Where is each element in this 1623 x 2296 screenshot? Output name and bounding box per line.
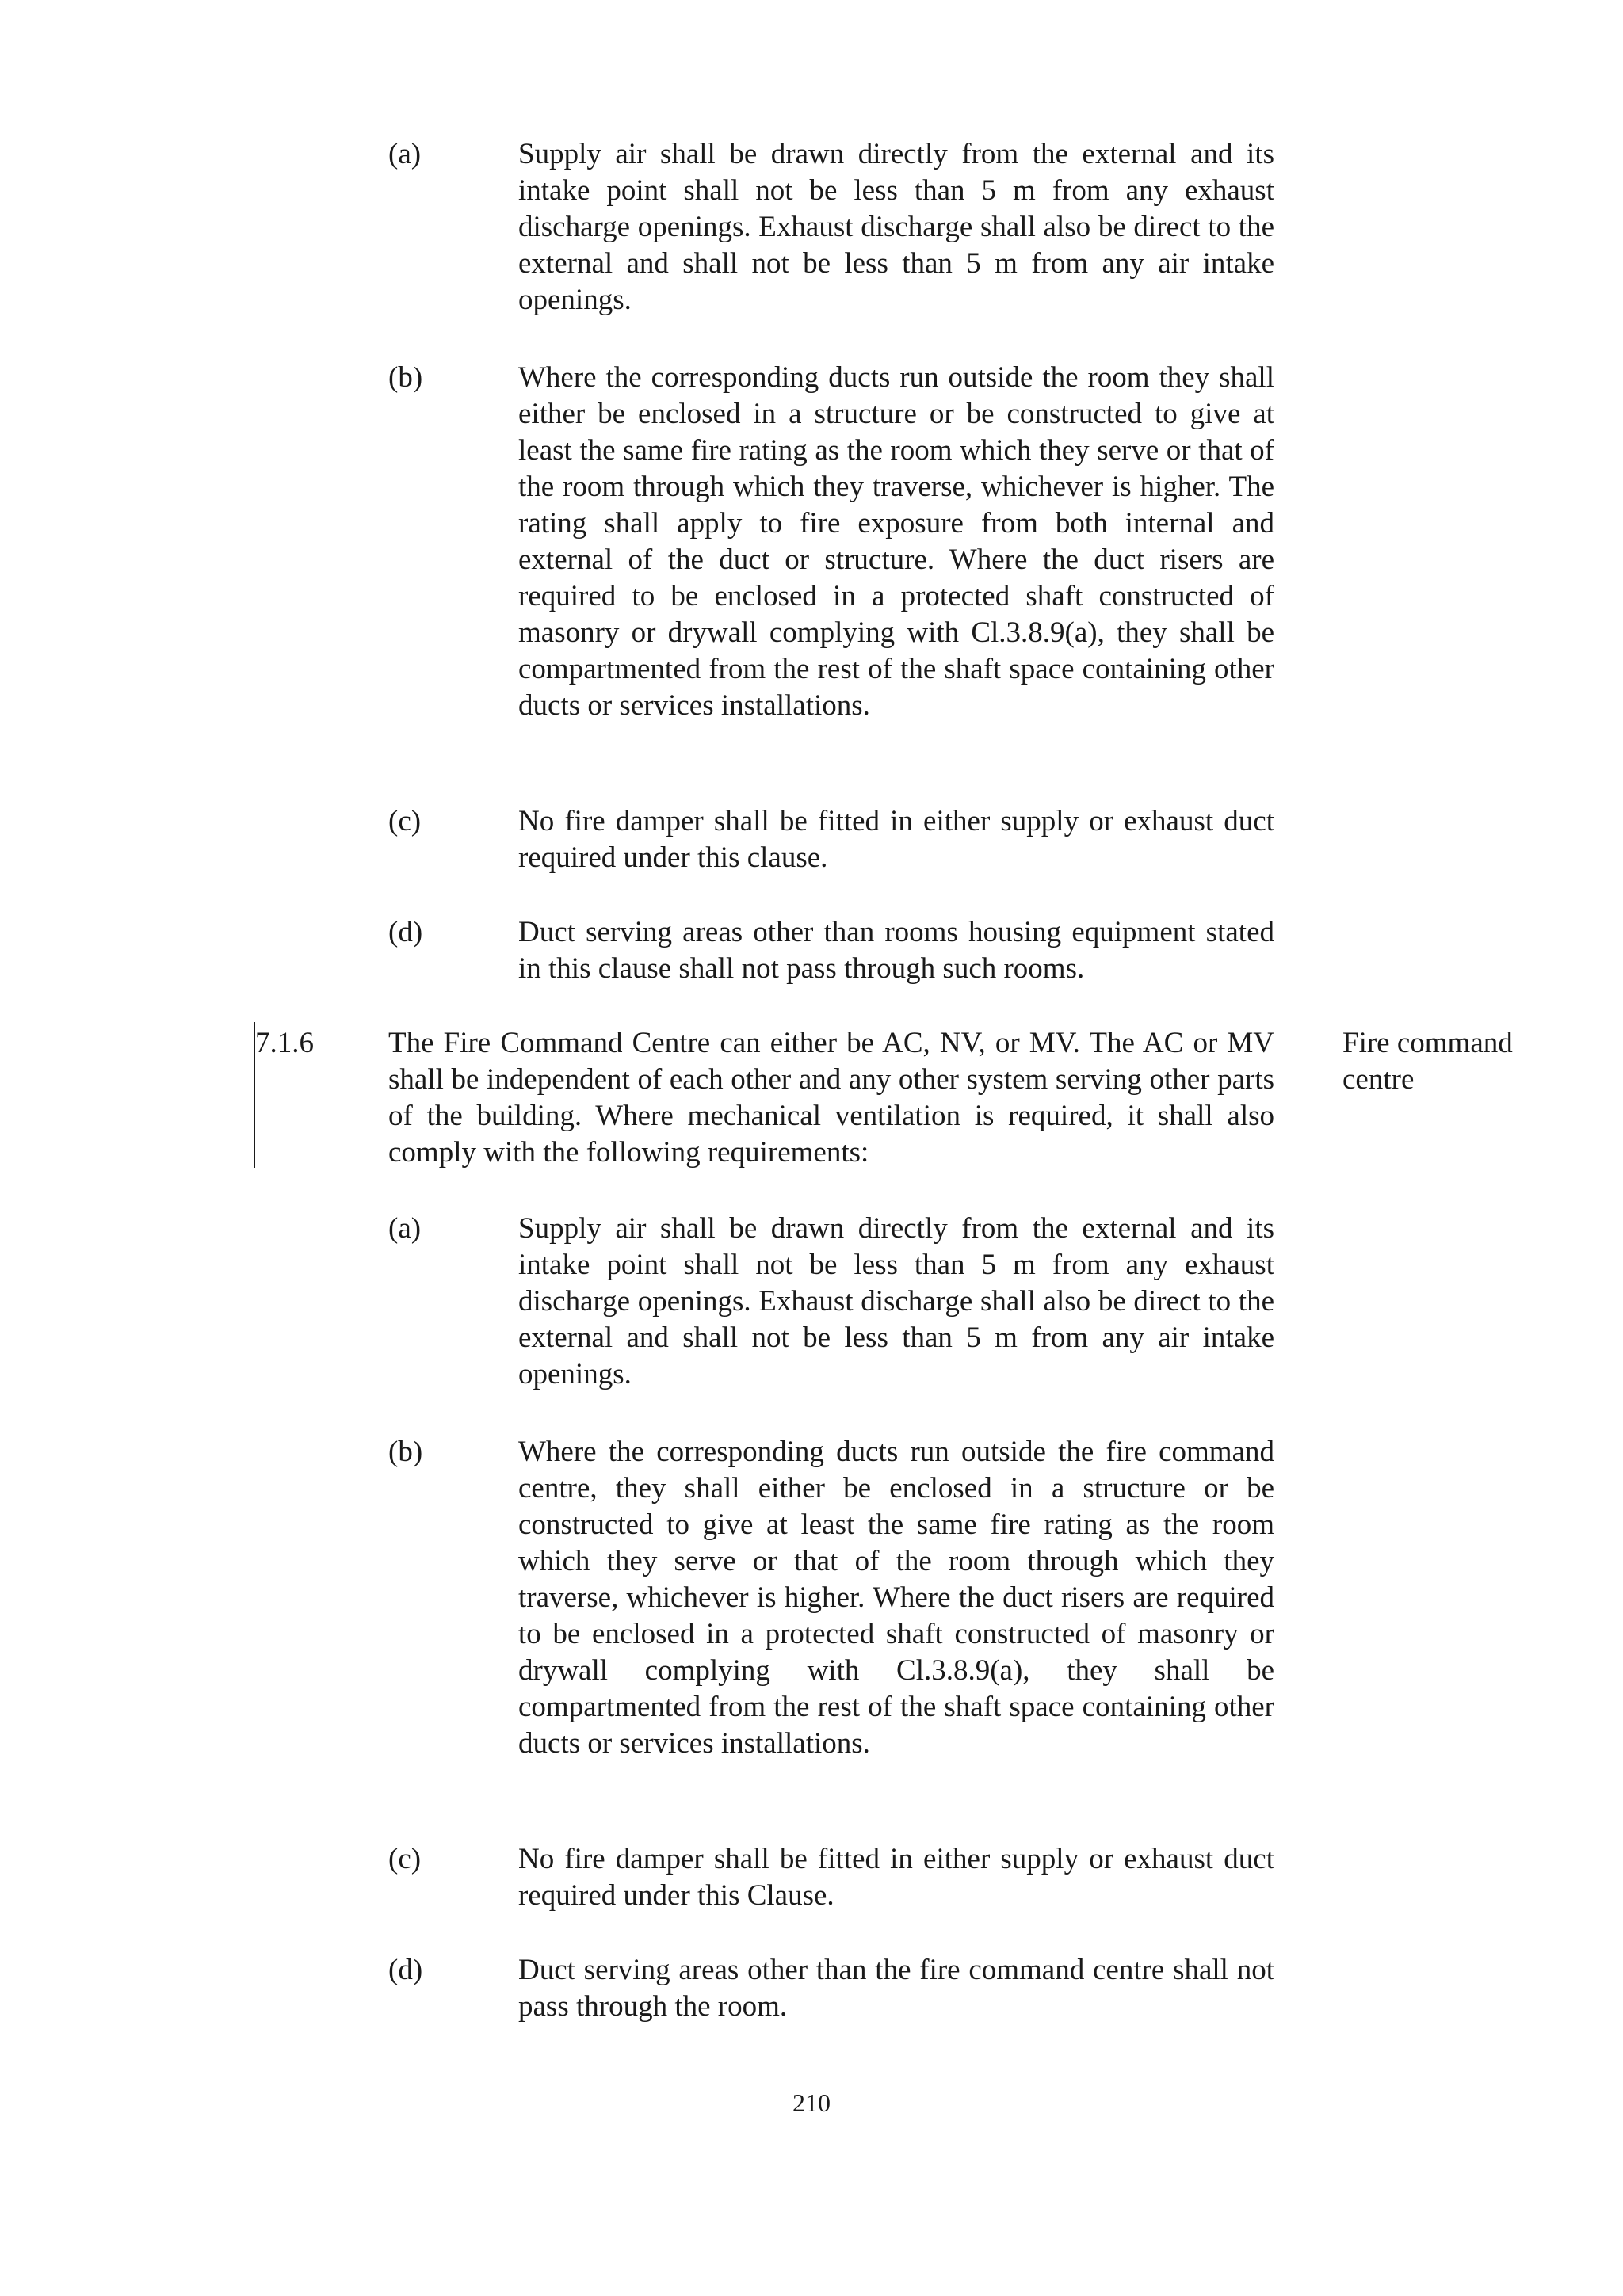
item-text: Where the corresponding ducts run outside the room they shall either be enclosed in a structure or be constructed to give at least the same fire rating as the room which they serve or that of the room through which they traverse, whichever is higher. The rating shall apply to fire exposure from both internal and external of the duct or structure. Where the duct risers are required to be enclosed in a protected shaft constructed of masonry or drywall complying with Cl.3.8.9(a), they shall be compartmented from the rest of the shaft space containing other ducts or services installations. [518,361,1274,722]
item-text: No fire damper shall be fitted in either supply or exhaust duct required under this Clause. [518,1843,1274,1912]
item-label: (d) [388,1954,423,1986]
item-text: Where the corresponding ducts run outside the fire command centre, they shall either be enclosed in a structure or be constructed to give at least the same fire rating as the room which they serve or that of the room through which they traverse, whichever is higher. Where the duct risers are required to be enclosed in a protected shaft constructed of masonry or drywall complying with Cl.3.8.9(a), they shall be compartmented from the rest of the shaft space containing other ducts or services installations. [518,1436,1274,1760]
item-label: (c) [388,1843,422,1875]
item-label: (c) [388,805,422,837]
item-label: (a) [388,138,422,170]
item-label: (b) [388,1436,423,1468]
item-label: (b) [388,361,423,394]
item-text: No fire damper shall be fitted in either supply or exhaust duct required under this clause. [518,805,1274,874]
item-text: Duct serving areas other than rooms housing equipment stated in this clause shall not pass through such rooms. [518,916,1274,985]
item-text: Duct serving areas other than the fire command centre shall not pass through the room. [518,1954,1274,2023]
clause-text: The Fire Command Centre can either be AC, NV, or MV. The AC or MV shall be independent of each other and any other system serving other parts of the building. Where mechanical ventilation is required, it shall also comply with the following requirements: [388,1027,1274,1169]
item-text: Supply air shall be drawn directly from the external and its intake point shall not be less than 5 m from any exhaust discharge openings. Exhaust discharge shall also be direct to the external and shall not be less than 5 m from any air intake openings. [518,138,1274,316]
margin-note: Fire command centre [1342,1027,1513,1096]
page-number: 210 [792,2088,831,2117]
item-text: Supply air shall be drawn directly from the external and its intake point shall not be less than 5 m from any exhaust discharge openings. Exhaust discharge shall also be direct to the external and shall not be less than 5 m from any air intake openings. [518,1212,1274,1390]
item-label: (a) [388,1212,422,1245]
item-label: (d) [388,916,423,948]
clause-number: 7.1.6 [255,1027,314,1059]
